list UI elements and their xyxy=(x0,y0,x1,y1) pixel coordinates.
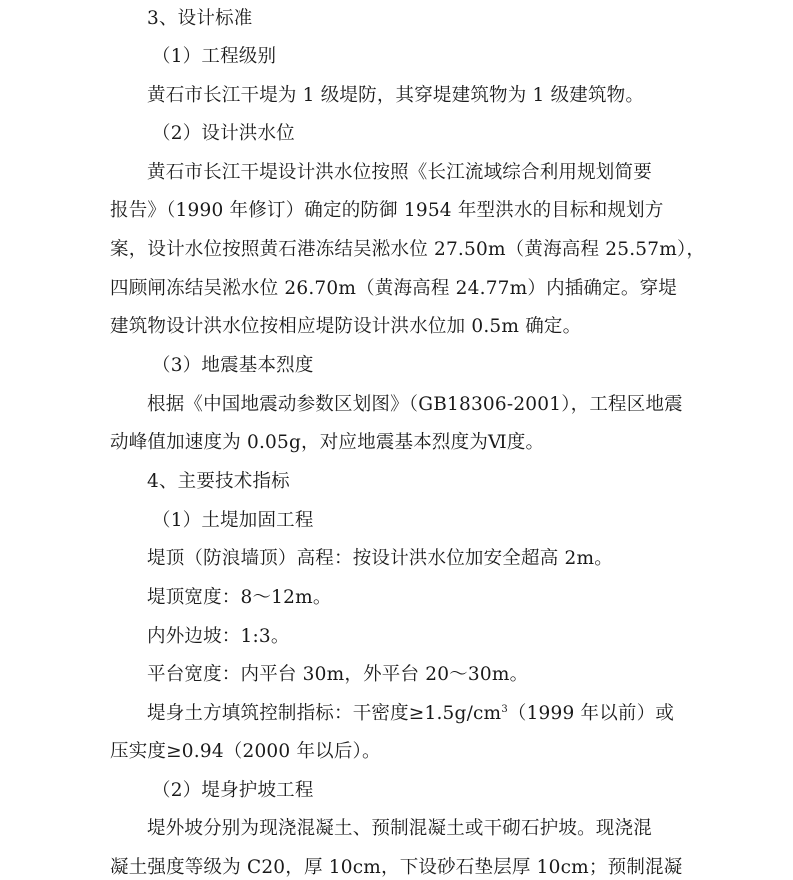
subheading-design-flood-level: （2）设计洪水位 xyxy=(152,123,295,144)
subheading-seismic-intensity: （3）地震基本烈度 xyxy=(152,355,314,376)
paragraph-line: 建筑物设计洪水位按相应堤防设计洪水位加 0.5m 确定。 xyxy=(110,316,582,337)
paragraph-line: 四顾闸冻结吴淞水位 26.70m（黄海高程 24.77m）内插确定。穿堤 xyxy=(110,278,677,299)
subheading-slope-protection: （2）堤身护坡工程 xyxy=(152,780,314,801)
section-heading-technical-indicators: 4、主要技术指标 xyxy=(147,471,290,492)
paragraph-line: 根据《中国地震动参数区划图》（GB18306-2001），工程区地震 xyxy=(147,394,683,415)
paragraph-line: 案，设计水位按照黄石港冻结吴淞水位 27.50m（黄海高程 25.57m）， xyxy=(110,239,706,260)
subheading-engineering-grade: （1）工程级别 xyxy=(152,46,277,67)
paragraph-line: 堤外坡分别为现浇混凝土、预制混凝土或干砌石护坡。现浇混 xyxy=(147,818,652,839)
paragraph-line: 堤顶（防浪墙顶）高程：按设计洪水位加安全超高 2m。 xyxy=(147,548,613,569)
subheading-earth-dike-reinforcement: （1）土堤加固工程 xyxy=(152,510,314,531)
fill-control-text-end: （1999 年以前）或 xyxy=(507,703,675,724)
paragraph-line: 压实度≥0.94（2000 年以后）。 xyxy=(110,741,381,762)
paragraph-line: 平台宽度：内平台 30m，外平台 20～30m。 xyxy=(147,664,529,685)
paragraph-line: 报告》（1990 年修订）确定的防御 1954 年型洪水的目标和规划方 xyxy=(110,200,664,221)
paragraph-line: 内外边坡：1:3。 xyxy=(147,626,290,647)
paragraph-line: 堤顶宽度：8～12m。 xyxy=(147,587,332,608)
superscript-cubed: 3 xyxy=(501,703,508,715)
paragraph-line: 黄石市长江干堤设计洪水位按照《长江流域综合利用规划简要 xyxy=(147,162,652,183)
paragraph-line-fill-control xyxy=(0,695,793,733)
paragraph-line-cut: 凝土强度等级为 C20，厚 10cm，下设砂石垫层厚 10cm；预制混凝 xyxy=(110,857,683,878)
section-heading-design-standard: 3、设计标准 xyxy=(147,8,253,29)
paragraph-line: 动峰值加速度为 0.05g，对应地震基本烈度为Ⅵ度。 xyxy=(110,432,545,453)
paragraph-line: 黄石市长江干堤为 1 级堤防，其穿堤建筑物为 1 级建筑物。 xyxy=(147,85,645,106)
fill-control-text: 堤身土方填筑控制指标：干密度≥1.5g/cm xyxy=(147,703,502,724)
